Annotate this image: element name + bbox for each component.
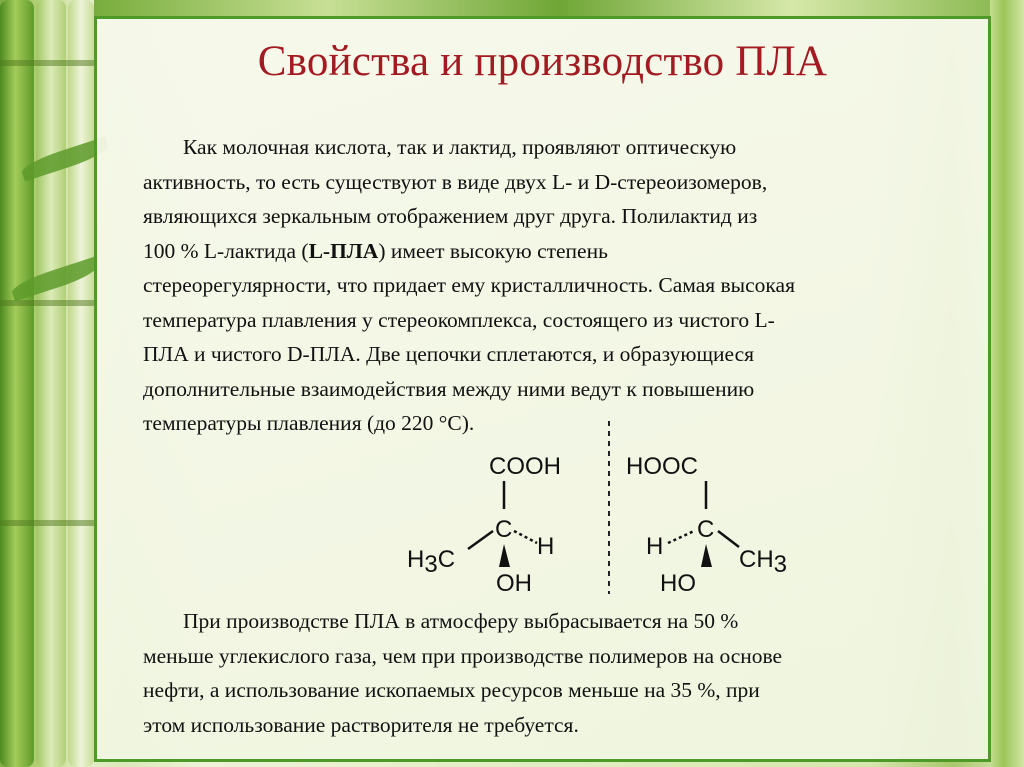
bamboo-node-decoration: [0, 60, 94, 66]
text-line: этом использование растворителя не требуется.: [143, 712, 579, 737]
bamboo-top-strip: [94, 0, 1024, 16]
text-line: меньше углекислого газа, чем при производстве полимеров на основе: [143, 643, 783, 668]
text-line: являющихся зеркальным отображением друг друга. Полилактид из: [143, 204, 758, 228]
left-wedge-bond: [499, 544, 510, 567]
slide-title: Свойства и производство ПЛА: [257, 38, 828, 85]
text-line: Как молочная кислота, так и лактид, проявляют оптическую: [183, 135, 737, 159]
right-h-label: H: [646, 533, 664, 560]
bamboo-stalk-decoration: [0, 0, 34, 767]
right-hooc-label: HOOC: [626, 453, 698, 480]
left-center-carbon-label: C: [495, 516, 513, 543]
right-ho-label: HO: [660, 570, 696, 594]
text-line: температура плавления у стереокомплекса, состоящего из чистого L-: [143, 307, 775, 332]
lactic-acid-stereoisomers-diagram: [402, 419, 812, 594]
text-line: дополнительные взаимодействия между ними ведут к повышению: [143, 376, 755, 401]
text-line: температуры плавления (до 220 °C).: [143, 411, 475, 435]
text-line: При производстве ПЛА в атмосферу выбрасывается на 50 %: [183, 609, 739, 633]
bamboo-stalk-decoration: [68, 0, 94, 767]
bamboo-right-strip: [990, 0, 1024, 767]
bold-term-l-pla: L-ПЛА: [308, 238, 379, 263]
left-oh-label: OH: [496, 570, 532, 594]
left-ch3-bond: [468, 531, 493, 549]
paragraph-production: [143, 604, 985, 742]
left-hashed-bond: [514, 531, 537, 543]
paragraph-optical-activity: [143, 130, 985, 441]
text-segment: 100 % L-лактида (: [143, 238, 309, 263]
bamboo-node-decoration: [0, 520, 94, 526]
text-line: стереорегулярности, что придает ему кристалличность. Самая высокая: [143, 273, 795, 297]
right-hashed-bond: [668, 531, 694, 543]
left-cooh-label: COOH: [489, 453, 561, 480]
text-line: ПЛА и чистого D-ПЛА. Две цепочки сплетаются, и образующиеся: [143, 342, 755, 366]
right-methyl-label: CH3: [739, 546, 788, 578]
text-line: [143, 234, 985, 269]
bamboo-stalk-decoration: [36, 0, 66, 767]
left-h-label: H: [537, 533, 555, 560]
text-line: активность, то есть существуют в виде двух L- и D-стереоизомеров,: [143, 169, 768, 194]
slide-panel: [94, 16, 991, 762]
text-segment: ) имеет высокую степень: [378, 238, 608, 263]
right-center-carbon-label: C: [697, 516, 715, 543]
right-wedge-bond: [701, 544, 712, 567]
text-line: нефти, а использование ископаемых ресурсов меньше на 35 %, при: [143, 678, 760, 702]
left-methyl-label: H3C: [407, 546, 456, 578]
right-ch3-bond: [718, 531, 739, 547]
